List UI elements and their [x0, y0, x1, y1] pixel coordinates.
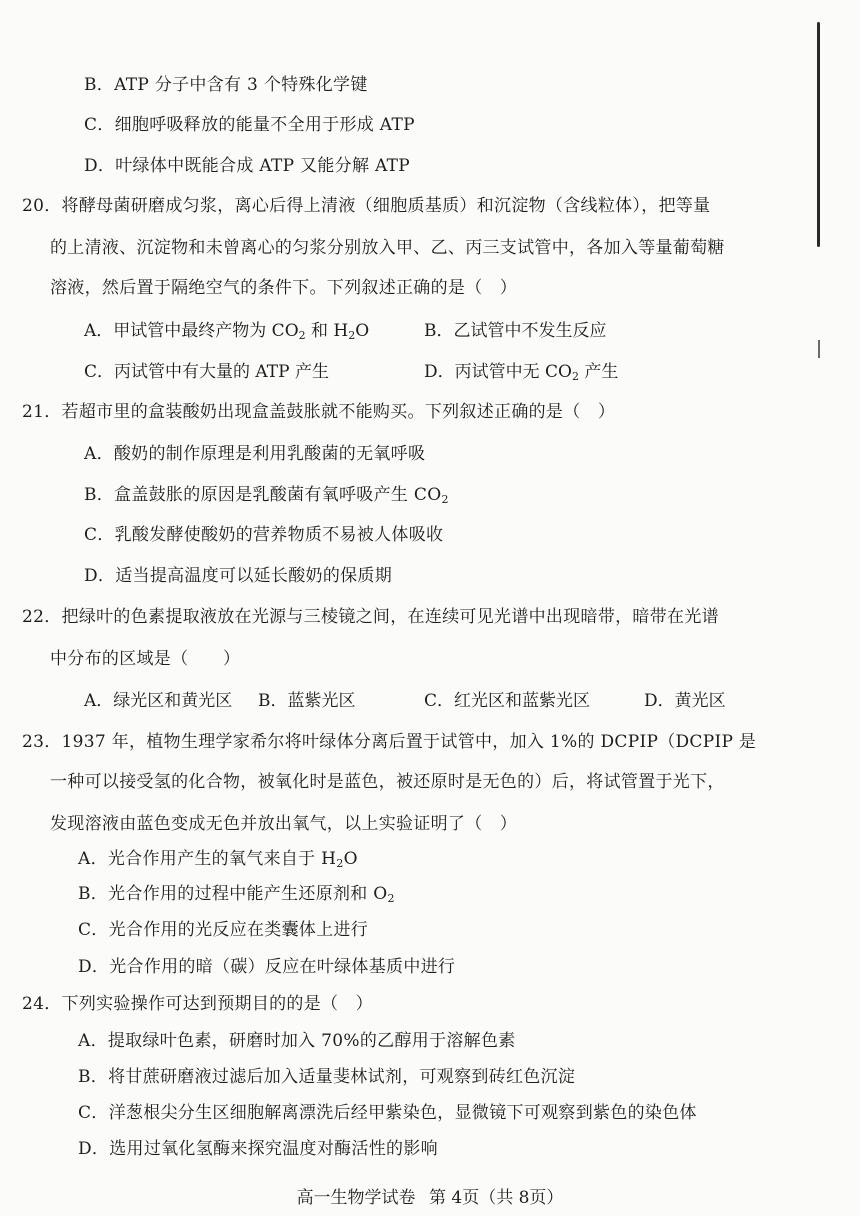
q20-stem-line-3: 溶液，然后置于隔绝空气的条件下。下列叙述正确的是（ ）: [50, 278, 518, 298]
q23-option-a: A．光合作用产生的氧气来自于 $H_2O$: [78, 849, 358, 870]
q24-stem: 24．下列实验操作可达到预期目的的是（ ）: [22, 994, 373, 1014]
q24-option-b: B．将甘蔗研磨液过滤后加入适量斐林试剂，可观察到砖红色沉淀: [78, 1067, 576, 1087]
q20-option-b: B．乙试管中不发生反应: [424, 321, 607, 341]
q22-stem-line-1: 22．把绿叶的色素提取液放在光源与三棱镜之间，在连续可见光谱中出现暗带，暗带在光谱: [22, 607, 719, 627]
footer-page-number: 第 4页（共 8页）: [428, 1188, 564, 1208]
q23-stem-line-1: 23．1937 年，植物生理学家希尔将叶绿体分离后置于试管中，加入 1%的 DCPIP（DCPIP 是: [22, 732, 757, 752]
q21-stem: 21．若超市里的盒装酸奶出现盒盖鼓胀就不能购买。下列叙述正确的是（ ）: [22, 402, 616, 422]
footer-title: 高一生物学试卷: [296, 1188, 416, 1208]
q20-stem-line-2: 的上清液、沉淀物和未曾离心的匀浆分别放入甲、乙、丙三支试管中，各加入等量葡萄糖: [50, 238, 725, 258]
scan-edge-mark: [817, 22, 820, 247]
q21-option-b: B．盒盖鼓胀的原因是乳酸菌有氧呼吸产生 $CO_2$: [84, 485, 449, 506]
q19-option-b: B．ATP 分子中含有 3 个特殊化学键: [84, 75, 368, 95]
page-footer: [0, 1183, 860, 1208]
q22-option-a: A．绿光区和黄光区: [84, 691, 233, 711]
q20-option-c: C．丙试管中有大量的 ATP 产生: [84, 362, 329, 382]
q23-option-c: C．光合作用的光反应在类囊体上进行: [78, 920, 369, 940]
q22-option-b: B．蓝紫光区: [258, 691, 356, 711]
q19-option-d: D．叶绿体中既能合成 ATP 又能分解 ATP: [84, 156, 410, 176]
q22-stem-line-2: 中分布的区域是（ ）: [50, 649, 241, 669]
q20-stem-line-1: 20．将酵母菌研磨成匀浆，离心后得上清液（细胞质基质）和沉淀物（含线粒体），把等量: [22, 196, 711, 216]
scan-edge-mark: [818, 340, 820, 358]
q19-option-c: C．细胞呼吸释放的能量不全用于形成 ATP: [84, 115, 415, 135]
q24-option-c: C．洋葱根尖分生区细胞解离漂洗后经甲紫染色，显微镜下可观察到紫色的染色体: [78, 1103, 697, 1123]
q20-option-d: D．丙试管中无 $CO_2$ 产生: [424, 362, 619, 383]
q21-option-c: C．乳酸发酵使酸奶的营养物质不易被人体吸收: [84, 525, 444, 545]
q21-option-a: A．酸奶的制作原理是利用乳酸菌的无氧呼吸: [84, 444, 426, 464]
q23-option-b: B．光合作用的过程中能产生还原剂和 $O_2$: [78, 884, 395, 905]
q22-option-c: C．红光区和蓝紫光区: [424, 691, 591, 711]
q24-option-a: A．提取绿叶色素，研磨时加入 70%的乙醇用于溶解色素: [78, 1031, 516, 1051]
q23-stem-line-2: 一种可以接受氢的化合物，被氧化时是蓝色，被还原时是无色的）后，将试管置于光下，: [50, 772, 725, 792]
q20-option-a: A．甲试管中最终产物为 $CO_2$ 和 $H_2O$: [84, 321, 370, 342]
q22-option-d: D．黄光区: [644, 691, 726, 711]
q23-stem-line-3: 发现溶液由蓝色变成无色并放出氧气，以上实验证明了（ ）: [50, 814, 518, 834]
q23-option-d: D．光合作用的暗（碳）反应在叶绿体基质中进行: [78, 957, 456, 977]
q21-option-d: D．适当提高温度可以延长酸奶的保质期: [84, 566, 393, 586]
q24-option-d: D．选用过氧化氢酶来探究温度对酶活性的影响: [78, 1139, 438, 1159]
